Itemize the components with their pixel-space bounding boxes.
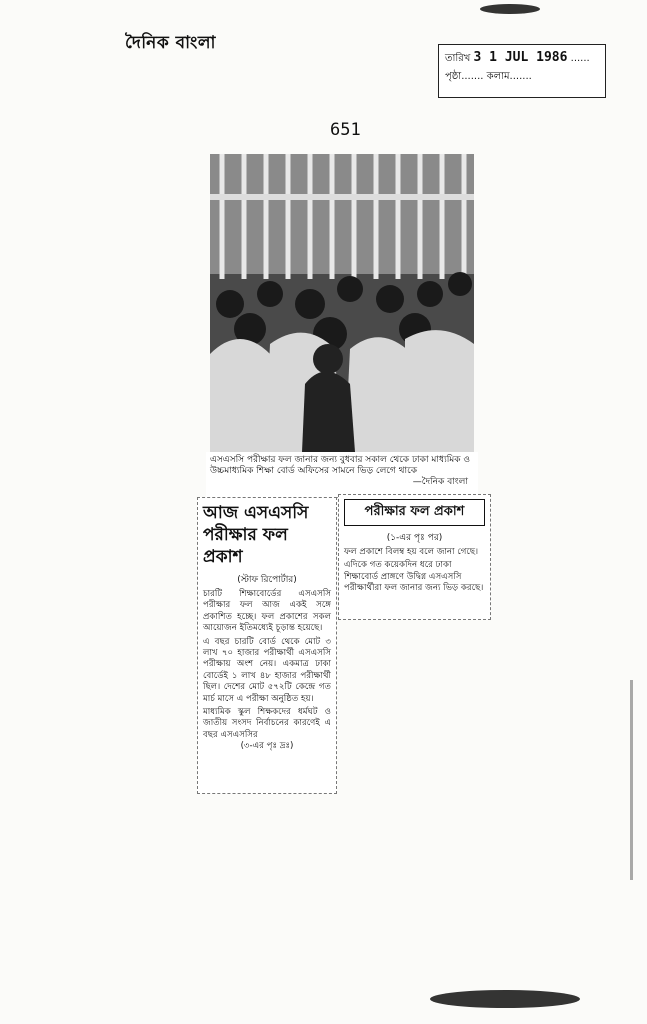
date-dots: ...... <box>570 53 590 64</box>
continued-from-note: (১-এর পৃঃ পর) <box>386 533 443 543</box>
column-label: কলাম <box>486 71 510 82</box>
article-body <box>203 589 331 753</box>
scan-speck-right-edge <box>630 680 633 880</box>
article-paragraph: মাধ্যমিক স্কুল শিক্ষকদের ধর্মঘট ও জাতীয় সংসদ নির্বাচনের কারণেই এ বছর এসএসসির <box>203 707 331 740</box>
column-dots: ....... <box>509 71 532 82</box>
news-photo-crowd <box>210 154 474 452</box>
article-continued-note: (৩-এর পৃঃ দ্রঃ) <box>240 741 294 752</box>
photo-caption <box>206 452 478 498</box>
page-label: পৃষ্ঠা <box>445 71 462 82</box>
photo-caption-text: এসএসসি পরীক্ষার ফল জানার জন্য বুধবার সকাল থেকে ঢাকা মাধ্যমিক ও উচ্চমাধ্যমিক শিক্ষা বোর্ড অফিসের সামনে ভিড় লেগে থাকে <box>210 455 471 476</box>
date-value: 3 1 JUL 1986 <box>473 50 568 65</box>
date-row <box>445 49 599 68</box>
crowd-photo-graphic <box>210 154 474 452</box>
continuation-headline: পরীক্ষার ফল প্রকাশ <box>344 499 485 526</box>
scan-speck-bottom <box>430 990 580 1008</box>
continuation-paragraph: ফল প্রকাশে বিলম্ব হয় বলে জানা গেছে। <box>344 547 479 557</box>
article-headline: আজ এসএসসি পরীক্ষার ফল প্রকাশ <box>203 503 309 567</box>
photo-credit: —দৈনিক বাংলা <box>412 477 468 487</box>
article-byline: (স্টাফ রিপোর্টার) <box>237 575 297 585</box>
continuation-body <box>344 547 485 595</box>
article-paragraph: এ বছর চারটি বোর্ড থেকে মোট ৩ লাখ ৭০ হাজার পরীক্ষার্থী এসএসসি পরীক্ষায় অংশ নেয়। একমাত্র ঢাকা বোর্ডেই ১ লাখ ৪৮ হাজার পরীক্ষার্থী ছিল। দেশের মোট ৫৭২টি কেন্দ্রে গত মার্চ মাসে এ পরীক্ষা অনুষ্ঠিত হয়। <box>203 636 331 704</box>
page-dots: ....... <box>461 71 487 82</box>
date-label: তারিখ <box>445 53 471 64</box>
article-clipping-continuation <box>338 494 491 620</box>
article-clipping-main <box>197 497 337 794</box>
scan-speck-top <box>480 4 540 14</box>
article-paragraph: চারটি শিক্ষাবোর্ডের এসএসসি পরীক্ষার ফল আজ একই সঙ্গে প্রকাশিত হচ্ছে। ফল প্রকাশের সকল আয়োজন ইতিমধ্যেই চূড়ান্ত হয়েছে। <box>203 589 331 634</box>
page-column-row <box>445 68 599 86</box>
newspaper-masthead: দৈনিক বাংলা <box>125 33 216 53</box>
continuation-paragraph: এদিকে গত কয়েকদিন ধরে ঢাকা শিক্ষাবোর্ড প্রাঙ্গণে উদ্বিগ্ন এসএসসি পরীক্ষার্থীরা ফল জানার জন্য ভিড় করছে। <box>344 560 484 594</box>
date-stamp-box <box>438 44 606 98</box>
archive-page-number: 651 <box>330 120 361 140</box>
